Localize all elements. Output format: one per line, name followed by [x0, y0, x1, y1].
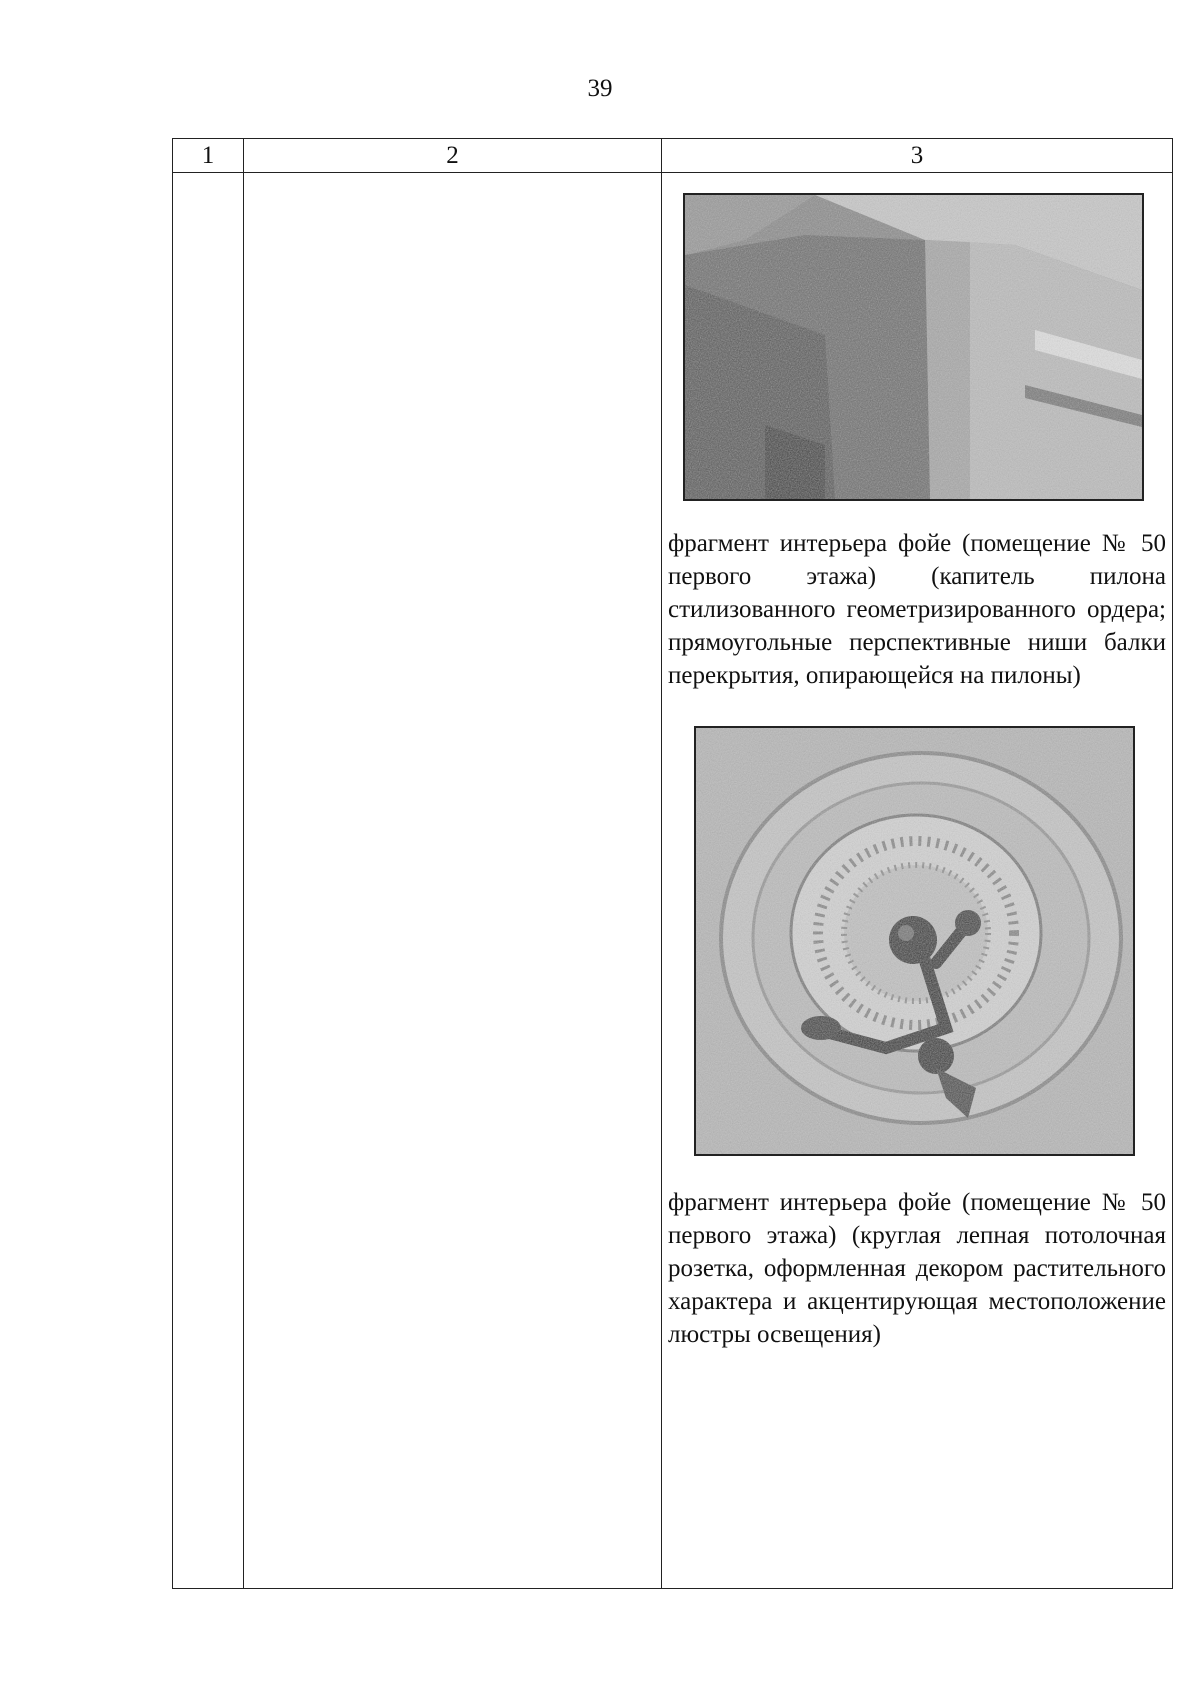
- header-cell-1: 1: [173, 139, 244, 173]
- photo-caption: фрагмент интерьера фойе (помещение № 50 первого этажа) (капитель пилона стилизованного геометризированного ордера; прямоугольные перспективные ниши балки перекрытия, опирающейся на пилоны): [668, 530, 1166, 689]
- row-cell-3: [662, 173, 1173, 1589]
- page-number: 39: [587, 75, 613, 102]
- table-header-row: [173, 139, 1173, 173]
- photo-caption: фрагмент интерьера фойе (помещение № 50 первого этажа) (круглая лепная потолочная розетка, оформленная декором растительного характера и акцентирующая местоположение люстры освещения): [668, 1189, 1166, 1348]
- ceiling-rosette-photo: [694, 726, 1135, 1156]
- document-table: [172, 138, 1173, 1589]
- row-cell-1: [173, 173, 244, 1589]
- architectural-fragment-photo: [683, 193, 1144, 501]
- header-cell-3: 3: [662, 139, 1173, 173]
- row-cell-2: [244, 173, 662, 1589]
- header-cell-2: 2: [244, 139, 662, 173]
- table-row: [173, 173, 1173, 1589]
